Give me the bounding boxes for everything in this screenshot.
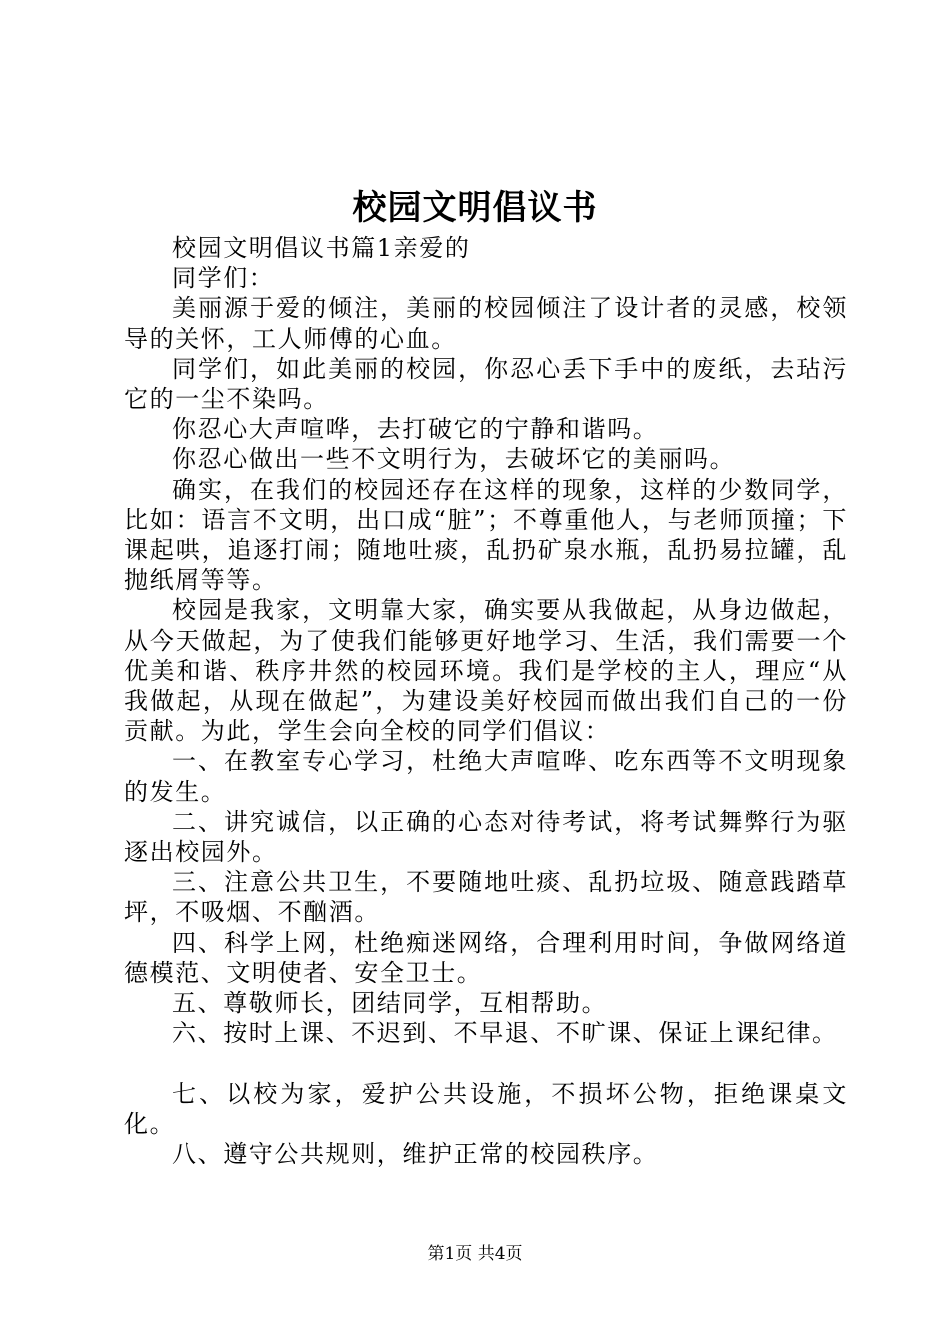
paragraph: 你忍心大声喧哗，去打破它的宁静和谐吗。 bbox=[172, 415, 659, 444]
blank-line bbox=[124, 1048, 848, 1078]
paragraph: 七、以校为家，爱护公共设施，不损坏公物，拒绝课桌文化。 bbox=[124, 1079, 848, 1138]
paragraph: 二、讲究诚信，以正确的心态对待考试，将考试舞弊行为驱逐出校园外。 bbox=[124, 807, 848, 867]
paragraph: 美丽源于爱的倾注，美丽的校园倾注了设计者的灵感，校领导的关怀，工人师傅的心血。 bbox=[124, 294, 848, 353]
page-footer: 第1页 共4页 bbox=[427, 1244, 523, 1264]
paragraph: 校园文明倡议书篇1亲爱的 bbox=[172, 234, 471, 262]
document-body bbox=[124, 233, 848, 1169]
paragraph: 一、在教室专心学习，杜绝大声喧哗、吃东西等不文明现象的发生。 bbox=[124, 747, 848, 806]
paragraph: 五、尊敬师长，团结同学，互相帮助。 bbox=[172, 989, 608, 1018]
paragraph: 同学们： bbox=[172, 264, 275, 293]
paragraph: 校园是我家，文明靠大家，确实要从我做起，从身边做起，从今天做起，为了使我们能够更好地学习、生活，我们需要一个优美和谐、秩序井然的校园环境。我们是学校的主人，理应“从我做起，从现在做起”，为建设美好校园而做出我们自己的一份贡献。为此，学生会向全校的同学们倡议： bbox=[124, 596, 848, 746]
paragraph: 三、注意公共卫生，不要随地吐痰、乱扔垃圾、随意践踏草坪，不吸烟、不酗酒。 bbox=[124, 868, 848, 927]
paragraph: 确实，在我们的校园还存在这样的现象，这样的少数同学，比如：语言不文明，出口成“脏”；不尊重他人，与老师顶撞；下课起哄，追逐打闹；随地吐痰，乱扔矿泉水瓶，乱扔易拉罐，乱抛纸屑等等。 bbox=[124, 475, 848, 595]
paragraph: 你忍心做出一些不文明行为，去破坏它的美丽吗。 bbox=[172, 445, 736, 474]
document-title: 校园文明倡议书 bbox=[352, 188, 598, 228]
paragraph: 同学们，如此美丽的校园，你忍心丢下手中的废纸，去玷污它的一尘不染吗。 bbox=[124, 354, 848, 414]
paragraph: 四、科学上网，杜绝痴迷网络，合理利用时间，争做网络道德模范、文明使者、安全卫士。 bbox=[124, 928, 848, 987]
paragraph: 八、遵守公共规则，维护正常的校园秩序。 bbox=[172, 1140, 659, 1169]
paragraph: 六、按时上课、不迟到、不早退、不旷课、保证上课纪律。 bbox=[172, 1019, 838, 1048]
